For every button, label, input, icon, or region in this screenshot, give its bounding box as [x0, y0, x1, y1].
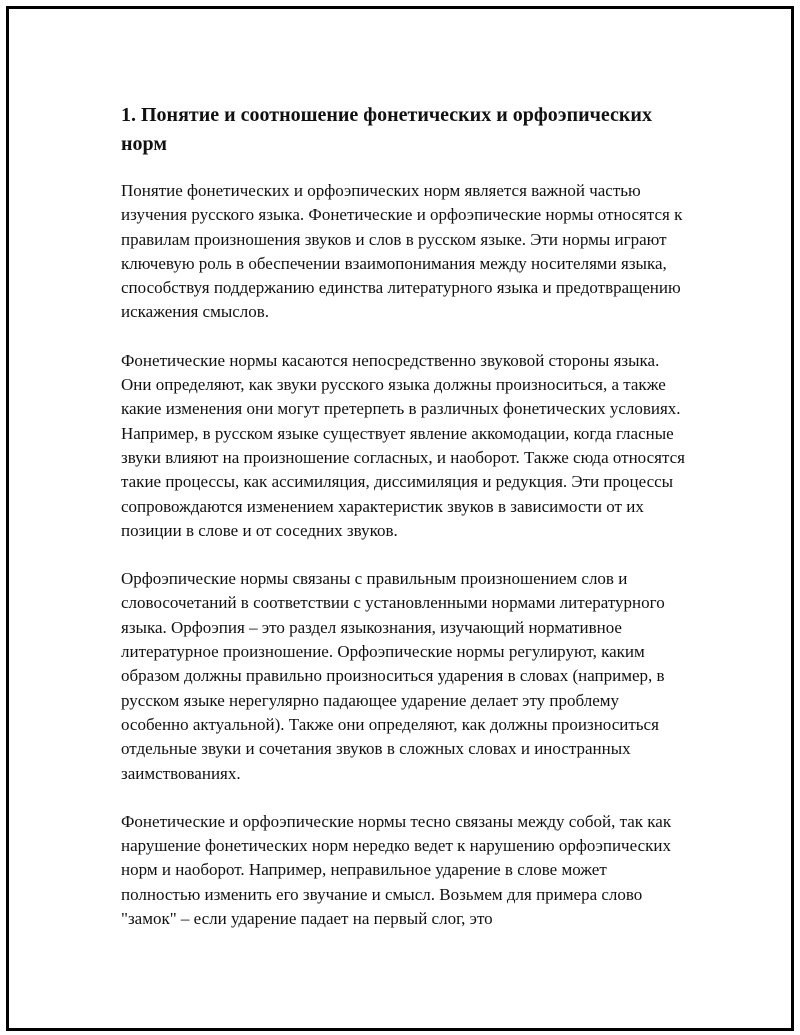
paragraph-1: Понятие фонетических и орфоэпических норм является важной частью изучения русского языка. Фонетические и орфоэпические нормы относятся к правилам произношения звуков и слов в русском языке. Эти нормы играют ключевую роль в обеспечении взаимопонимания между носителями языка, способствуя поддержанию единства литературного языка и предотвращению искажения смыслов.: [121, 181, 683, 322]
page-frame: [6, 6, 794, 1031]
paragraph-4: Фонетические и орфоэпические нормы тесно связаны между собой, так как нарушение фонетических норм нередко ведет к нарушению орфоэпических норм и наоборот. Например, неправильное ударение в слове может полностью изменить его звучание и смысл. Возьмем для примера слово "замок" – если ударение падает на первый слог, это: [121, 811, 672, 929]
section-title: 1. Понятие и соотношение фонетических и орфоэпических норм: [121, 104, 652, 155]
paragraph-3: Орфоэпические нормы связаны с правильным произношением слов и словосочетаний в соответствии с установленными нормами литературного языка. Орфоэпия – это раздел языкознания, изучающий нормативное литературное произношение. Орфоэпические нормы регулируют, каким образом должны правильно произноситься ударения в словах (например, в русском языке нерегулярно падающее ударение делает эту проблему особенно актуальной). Также они определяют, как должны произноситься отдельные звуки и сочетания звуков в сложных словах и иностранных заимствованиях.: [121, 569, 665, 783]
paragraph-2: Фонетические нормы касаются непосредственно звуковой стороны языка. Они определяют, как звуки русского языка должны произноситься, а также какие изменения они могут претерпеть в различных фонетических условиях. Например, в русском языке существует явление аккомодации, когда гласные звуки влияют на произношение согласных, и наоборот. Также сюда относятся такие процессы, как ассимиляция, диссимиляция и редукция. Эти процессы сопровождаются изменением характеристик звуков в зависимости от их позиции в слове и от соседних звуков.: [121, 350, 685, 540]
document-body: [121, 101, 686, 955]
